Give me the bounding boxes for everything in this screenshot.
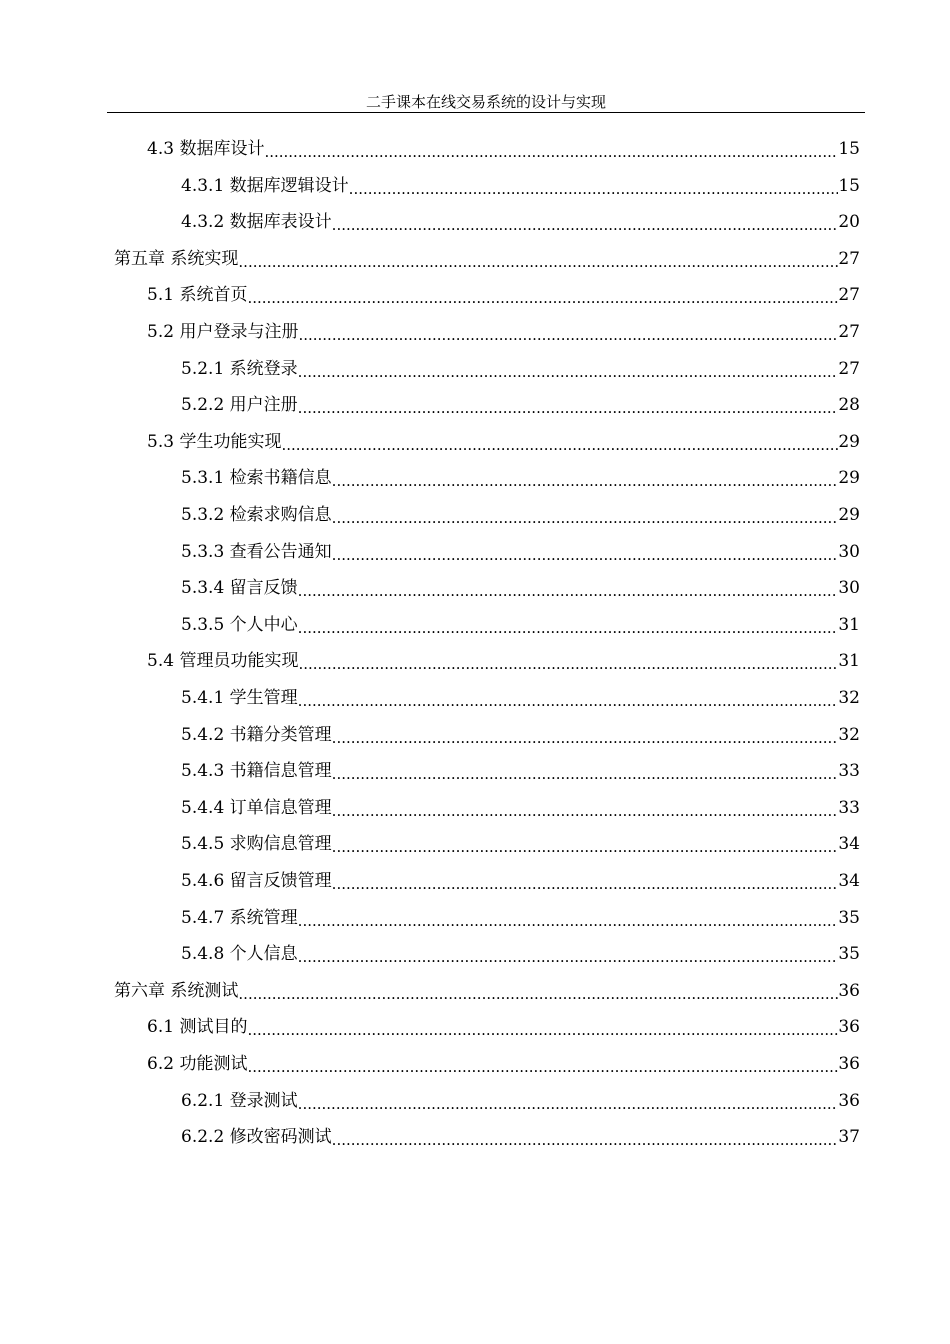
toc-entry-page-number: 30 [838, 541, 860, 562]
toc-entry-page-number: 28 [838, 395, 860, 416]
toc-entry-page-number: 29 [838, 505, 860, 525]
toc-entry-page-number: 33 [838, 761, 860, 782]
toc-entry-title: 5.4.2 书籍分类管理 [181, 724, 332, 745]
toc-entry[interactable] [147, 1046, 860, 1082]
toc-entry[interactable] [181, 204, 860, 240]
toc-entry-title: 5.4.7 系统管理 [181, 907, 298, 928]
toc-dot-leader [264, 131, 838, 167]
toc-entry[interactable] [181, 607, 860, 643]
toc-dot-leader [298, 387, 839, 423]
toc-entry[interactable] [181, 570, 860, 606]
toc-entry-title: 4.3.2 数据库表设计 [181, 212, 332, 233]
toc-dot-leader [298, 607, 839, 643]
toc-entry-page-number: 27 [838, 358, 860, 379]
toc-entry-page-number: 32 [838, 688, 860, 708]
toc-entry[interactable] [181, 680, 860, 716]
toc-entry-page-number: 29 [838, 468, 860, 489]
toc-entry[interactable] [181, 900, 860, 936]
toc-dot-leader [332, 534, 839, 570]
toc-entry-page-number: 27 [838, 285, 860, 306]
toc-entry-page-number: 27 [838, 248, 860, 269]
toc-entry-page-number: 20 [838, 212, 860, 233]
toc-entry-page-number: 37 [838, 1127, 860, 1148]
page-header-title: 二手课本在线交易系统的设计与实现 [365, 93, 606, 111]
toc-entry-page-number: 36 [838, 1090, 860, 1111]
toc-entry-title: 6.2.2 修改密码测试 [181, 1127, 332, 1148]
toc-entry[interactable] [147, 277, 860, 313]
toc-entry[interactable] [181, 387, 860, 423]
toc-dot-leader [298, 570, 839, 606]
toc-entry[interactable] [147, 1009, 860, 1045]
toc-entry-title: 5.4 管理员功能实现 [147, 651, 299, 672]
toc-dot-leader [238, 973, 838, 1009]
toc-entry[interactable] [181, 534, 860, 570]
toc-dot-leader [298, 900, 839, 936]
toc-dot-leader [281, 424, 838, 460]
toc-entry-page-number: 31 [838, 614, 860, 635]
toc-entry-title: 6.2.1 登录测试 [181, 1090, 298, 1111]
toc-entry-title: 5.2.1 系统登录 [181, 358, 298, 379]
toc-entry-page-number: 33 [838, 797, 860, 818]
toc-entry-title: 第六章 系统测试 [114, 980, 239, 1001]
toc-entry-title: 5.3.4 留言反馈 [181, 578, 298, 599]
toc-dot-leader [298, 351, 839, 387]
header-rule [107, 112, 865, 113]
toc-entry-page-number: 36 [838, 1017, 860, 1038]
toc-entry[interactable] [181, 1119, 860, 1155]
toc-entry-title: 5.3.2 检索求购信息 [181, 505, 332, 525]
toc-entry-page-number: 15 [838, 139, 860, 159]
toc-dot-leader [332, 717, 839, 753]
toc-entry[interactable] [181, 753, 860, 789]
toc-entry[interactable] [147, 131, 860, 167]
toc-dot-leader [332, 790, 839, 826]
toc-entry-page-number: 36 [838, 1054, 860, 1074]
toc-entry-page-number: 34 [838, 871, 860, 891]
toc-entry-page-number: 27 [838, 322, 860, 342]
toc-entry-title: 6.2 功能测试 [147, 1054, 248, 1074]
toc-entry[interactable] [181, 168, 860, 204]
toc-entry-title: 5.4.4 订单信息管理 [181, 797, 332, 818]
toc-entry-title: 4.3.1 数据库逻辑设计 [181, 175, 349, 196]
toc-entry[interactable] [147, 314, 860, 350]
toc-dot-leader [332, 204, 839, 240]
toc-dot-leader [298, 936, 839, 972]
toc-entry-page-number: 30 [838, 578, 860, 599]
toc-dot-leader [247, 1009, 838, 1045]
toc-dot-leader [247, 277, 838, 313]
toc-dot-leader [298, 643, 838, 679]
toc-entry-title: 5.3 学生功能实现 [147, 431, 282, 452]
toc-entry[interactable] [114, 973, 860, 1009]
toc-entry[interactable] [181, 936, 860, 972]
toc-dot-leader [238, 241, 838, 277]
toc-entry-title: 5.2.2 用户注册 [181, 395, 298, 416]
toc-entry-page-number: 35 [838, 944, 860, 965]
toc-entry-page-number: 35 [838, 907, 860, 928]
toc-dot-leader [349, 168, 839, 204]
toc-entry-title: 5.3.5 个人中心 [181, 614, 298, 635]
toc-entry[interactable] [181, 497, 860, 533]
toc-entry-title: 6.1 测试目的 [147, 1017, 248, 1038]
toc-dot-leader [298, 680, 839, 716]
toc-entry-title: 4.3 数据库设计 [147, 139, 265, 159]
toc-dot-leader [332, 1119, 839, 1155]
toc-entry-page-number: 32 [838, 724, 860, 745]
toc-entry-page-number: 31 [838, 651, 860, 672]
toc-dot-leader [247, 1046, 838, 1082]
toc-entry-title: 5.4.1 学生管理 [181, 688, 298, 708]
toc-entry[interactable] [181, 351, 860, 387]
toc-entry[interactable] [147, 643, 860, 679]
toc-entry[interactable] [181, 863, 860, 899]
toc-dot-leader [332, 753, 839, 789]
toc-entry-page-number: 15 [838, 175, 860, 196]
toc-entry-title: 5.2 用户登录与注册 [147, 322, 299, 342]
toc-entry[interactable] [181, 1083, 860, 1119]
toc-entry-page-number: 29 [838, 431, 860, 452]
toc-entry[interactable] [181, 460, 860, 496]
toc-entry[interactable] [147, 424, 860, 460]
toc-dot-leader [332, 460, 839, 496]
toc-entry[interactable] [181, 717, 860, 753]
toc-entry-page-number: 34 [838, 834, 860, 855]
toc-dot-leader [298, 1083, 839, 1119]
toc-dot-leader [332, 826, 839, 862]
toc-entry-title: 5.4.6 留言反馈管理 [181, 871, 332, 891]
toc-entry-title: 5.4.5 求购信息管理 [181, 834, 332, 855]
toc-entry[interactable] [181, 826, 860, 862]
toc-entry-title: 5.4.3 书籍信息管理 [181, 761, 332, 782]
toc-dot-leader [332, 863, 839, 899]
toc-dot-leader [298, 314, 838, 350]
toc-entry-title: 第五章 系统实现 [114, 248, 239, 269]
toc-entry[interactable] [181, 790, 860, 826]
toc-entry-title: 5.3.1 检索书籍信息 [181, 468, 332, 489]
toc-entry-page-number: 36 [838, 980, 860, 1001]
toc-entry[interactable] [114, 241, 860, 277]
toc-dot-leader [332, 497, 839, 533]
toc-entry-title: 5.4.8 个人信息 [181, 944, 298, 965]
toc-entry-title: 5.1 系统首页 [147, 285, 248, 306]
toc-entry-title: 5.3.3 查看公告通知 [181, 541, 332, 562]
